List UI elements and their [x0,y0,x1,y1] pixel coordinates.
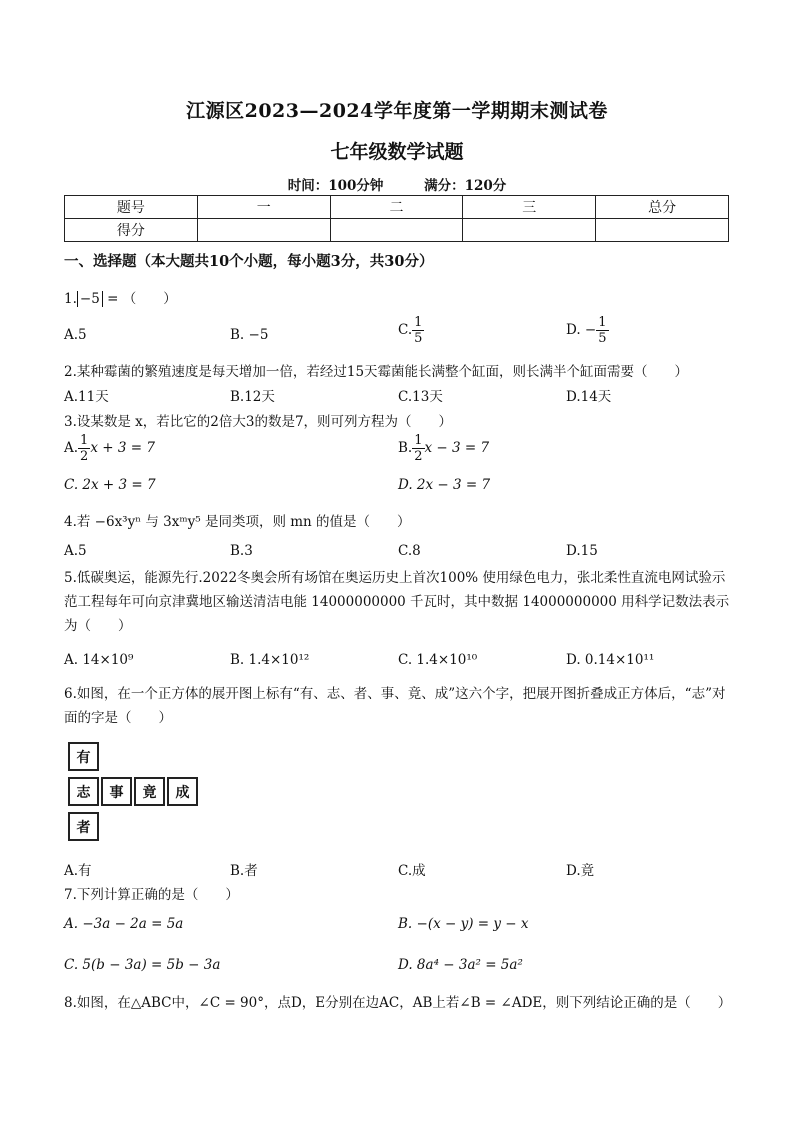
question-7: 7.下列计算正确的是（ ） [64,887,239,903]
question-8: 8.如图，在△ABC中，∠C = 90°，点D，E分别在边AC，AB上若∠B = ∠ADE，则下列结论正确的是（ ） [64,995,732,1011]
q3-option-c[interactable]: C. 2x + 3 = 7 [64,477,156,493]
q6-option-b[interactable]: B.者 [230,863,258,879]
exam-full-score: 满分：120分 [424,178,507,194]
q4-option-c[interactable]: C.8 [398,543,421,559]
numerator: 1 [80,433,89,448]
score-cell[interactable] [330,219,463,242]
q6-option-a[interactable]: A.有 [64,863,92,879]
numerator: 1 [414,315,423,330]
denominator: 2 [414,449,423,464]
q1-option-b[interactable]: B. −5 [230,327,269,343]
score-header-cell: 一 [197,196,330,219]
cube-face: 者 [68,812,99,841]
cube-face: 有 [68,742,99,771]
q7-option-b[interactable]: B. −(x − y) = y − x [398,916,529,932]
q1-c-label: C. [398,322,413,338]
fraction [412,433,424,464]
exam-subtitle: 七年级数学试题 [330,141,464,163]
score-header-cell: 题号 [65,196,198,219]
score-header-cell: 二 [330,196,463,219]
q1-suffix: = （ ） [102,291,177,307]
cube-face: 成 [167,777,198,806]
score-cell[interactable] [463,219,596,242]
q7-option-d[interactable]: D. 8a⁴ − 3a² = 5a² [398,957,523,973]
q3-option-d[interactable]: D. 2x − 3 = 7 [398,477,491,493]
q4-option-b[interactable]: B.3 [230,543,253,559]
score-table-row [65,219,729,242]
score-header-cell: 总分 [596,196,729,219]
question-1 [64,287,177,307]
fraction [78,433,90,464]
fraction [412,315,424,346]
q3-b-label: B. [398,440,413,456]
q1-option-a[interactable]: A.5 [64,327,87,343]
exam-meta [0,174,794,194]
denominator: 5 [414,331,423,346]
cube-face: 事 [101,777,132,806]
q2-option-b[interactable]: B.12天 [230,389,275,405]
q4-option-d[interactable]: D.15 [566,543,598,559]
exam-time: 时间：100分钟 [287,178,384,194]
q3-option-b[interactable] [398,433,489,464]
cube-net-figure [68,742,203,842]
q1-abs-value: −5 [77,291,103,307]
score-header-cell: 三 [463,196,596,219]
q5-option-c[interactable]: C. 1.4×10¹⁰ [398,652,478,668]
q2-option-d[interactable]: D.14天 [566,389,612,405]
q3-a-label: A. [64,440,79,456]
q2-option-c[interactable]: C.13天 [398,389,443,405]
question-2: 2.某种霉菌的繁殖速度是每天增加一倍，若经过15天霉菌能长满整个缸面，则长满半个缸面需要（ ） [64,364,689,380]
q6-option-c[interactable]: C.成 [398,863,426,879]
q6-option-d[interactable]: D.竟 [566,863,595,879]
q5-option-b[interactable]: B. 1.4×10¹² [230,652,310,668]
numerator: 1 [414,433,423,448]
denominator: 5 [598,331,607,346]
q4-option-a[interactable]: A.5 [64,543,87,559]
question-3: 3.设某数是 x，若比它的2倍大3的数是7，则可列方程为（ ） [64,414,453,430]
question-5: 5.低碳奥运，能源先行.2022冬奥会所有场馆在奥运历史上首次100% 使用绿色电力，张北柔性直流电网试验示范工程每年可向京津冀地区输送清洁电能 14000000000 千瓦时，其中数据 14000000000 用科学记数法表示为（ ） [64,570,730,634]
score-row-label: 得分 [65,219,198,242]
cube-face: 志 [68,777,99,806]
q1-option-d[interactable] [566,315,609,346]
score-cell[interactable] [197,219,330,242]
cube-face: 竟 [134,777,165,806]
q5-option-d[interactable]: D. 0.14×10¹¹ [566,652,655,668]
q3-b-expression: x − 3 = 7 [424,440,490,456]
q1-d-label: D. − [566,322,597,338]
q5-option-a[interactable]: A. 14×10⁹ [64,652,134,668]
score-table-header-row [65,196,729,219]
q3-option-a[interactable] [64,433,155,464]
score-cell[interactable] [596,219,729,242]
q1-prefix: 1. [64,291,77,307]
q7-option-c[interactable]: C. 5(b − 3a) = 5b − 3a [64,957,221,973]
question-6: 6.如图，在一个正方体的展开图上标有“有、志、者、事、竟、成”这六个字，把展开图折叠成正方体后，“志”对面的字是（ ） [64,686,726,726]
score-table [64,195,729,242]
q3-a-expression: x + 3 = 7 [90,440,155,456]
fraction [596,315,608,346]
q1-option-c[interactable] [398,315,424,346]
denominator: 2 [80,449,89,464]
question-4: 4.若 −6x³yⁿ 与 3xᵐy⁵ 是同类项，则 mn 的值是（ ） [64,514,411,530]
q7-option-a[interactable]: A. −3a − 2a = 5a [64,916,184,932]
section-heading: 一、选择题（本大题共10个小题，每小题3分，共30分） [64,253,434,270]
q2-option-a[interactable]: A.11天 [64,389,109,405]
exam-title: 江源区2023—2024学年度第一学期期末测试卷 [186,100,608,122]
numerator: 1 [598,315,607,330]
